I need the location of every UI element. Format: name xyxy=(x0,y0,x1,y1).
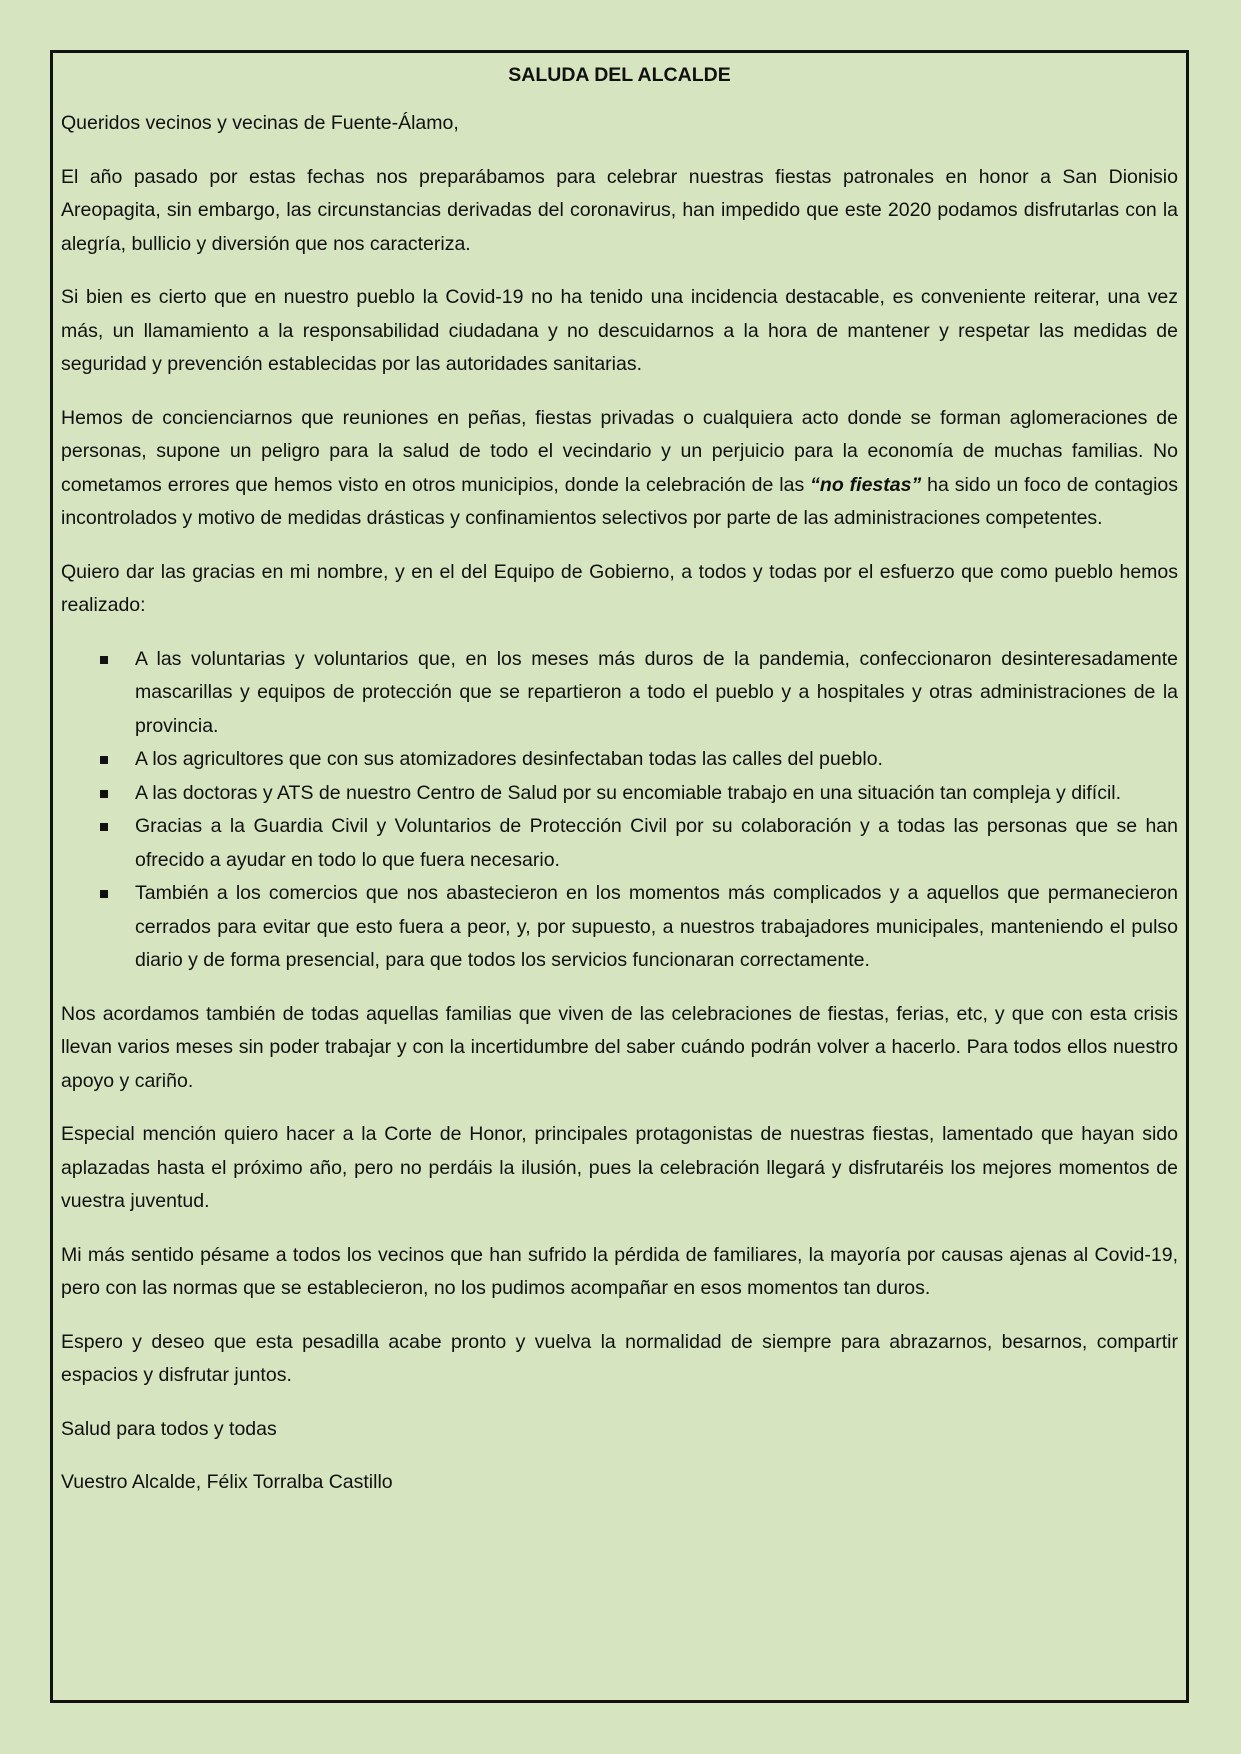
list-item-text: Gracias a la Guardia Civil y Voluntarios de Protección Civil por su colaboración y a todas las personas que se han ofrecido a ayudar en todo lo que fuera necesario. xyxy=(135,815,1178,871)
greeting: Queridos vecinos y vecinas de Fuente-Álamo, xyxy=(61,112,459,134)
thanks-list xyxy=(61,643,1178,978)
closing: Salud para todos y todas xyxy=(61,1417,277,1440)
square-bullet-icon xyxy=(100,656,108,664)
list-item xyxy=(135,743,1178,777)
paragraph-4: Quiero dar las gracias en mi nombre, y en el del Equipo de Gobierno, a todos y todas por el esfuerzo que como pueblo hemos realizado: xyxy=(61,560,1178,616)
list-item-text: A las voluntarias y voluntarios que, en los meses más duros de la pandemia, confeccionaron desinteresadamente mascarillas y equipos de protección que se repartieron a todo el pueblo y a hospitales y otras administraciones de la provincia. xyxy=(135,647,1178,737)
no-fiestas-emphasis: “no fiestas” xyxy=(810,473,922,496)
list-item xyxy=(135,643,1178,744)
paragraph-6: Especial mención quiero hacer a la Corte de Honor, principales protagonistas de nuestras fiestas, lamentado que hayan sido aplazadas hasta el próximo año, pero no perdáis la ilusión, pues la celebración llegará y disfrutaréis los mejores momentos de vuestra juventud. xyxy=(61,1123,1178,1212)
paragraph-7: Mi más sentido pésame a todos los vecinos que han sufrido la pérdida de familiares, la mayoría por causas ajenas al Covid-19, pero con las normas que se establecieron, no los pudimos acompañar en esos momentos tan duros. xyxy=(61,1243,1178,1299)
square-bullet-icon xyxy=(100,756,108,764)
list-item-text: A las doctoras y ATS de nuestro Centro de Salud por su encomiable trabajo en una situación tan compleja y difícil. xyxy=(135,781,1122,804)
paragraph-1: El año pasado por estas fechas nos preparábamos para celebrar nuestras fiestas patronales en honor a San Dionisio Areopagita, sin embargo, las circunstancias derivadas del coronavirus, han impedido que este 2020 podamos disfrutarlas con la alegría, bullicio y diversión que nos caracteriza. xyxy=(61,165,1178,255)
paragraph-3-text-after: ha sido un foco de contagios incontrolados y motivo de medidas drásticas y confinamientos selectivos por parte de las administraciones competentes. xyxy=(61,473,1178,529)
paragraph-2: Si bien es cierto que en nuestro pueblo la Covid-19 no ha tenido una incidencia destacable, es conveniente reiterar, una vez más, un llamamiento a la responsabilidad ciudadana y no descuidarnos a la hora de mantener y respetar las medidas de seguridad y prevención establecidas por las autoridades sanitarias. xyxy=(61,286,1178,375)
document-frame xyxy=(50,50,1189,1703)
list-item-text: A los agricultores que con sus atomizadores desinfectaban todas las calles del pueblo. xyxy=(135,748,883,770)
paragraph-3-text-before: Hemos de concienciarnos que reuniones en peñas, fiestas privadas o cualquiera acto donde se forman aglomeraciones de personas, supone un peligro para la salud de todo el vecindario y un perjuicio para la economía de muchas familias. No cometamos errores que hemos visto en otros municipios, donde la celebración de las xyxy=(61,406,1178,496)
list-item-text: También a los comercios que nos abastecieron en los momentos más complicados y a aquellos que permanecieron cerrados para evitar que esto fuera a peor, y, por supuesto, a nuestros trabajadores municipales, manteniendo el pulso diario y de forma presencial, para que todos los servicios funcionaran correctamente. xyxy=(135,882,1178,971)
list-item xyxy=(135,877,1178,978)
list-item xyxy=(135,777,1178,811)
signature: Vuestro Alcalde, Félix Torralba Castillo xyxy=(61,1471,393,1493)
list-item xyxy=(135,810,1178,877)
square-bullet-icon xyxy=(100,823,108,831)
document-title: SALUDA DEL ALCALDE xyxy=(508,64,731,86)
paragraph-5: Nos acordamos también de todas aquellas familias que viven de las celebraciones de fiestas, ferias, etc, y que con esta crisis llevan varios meses sin poder trabajar y con la incertidumbre del saber cuándo podrán volver a hacerlo. Para todos ellos nuestro apoyo y cariño. xyxy=(61,1002,1178,1092)
paragraph-3 xyxy=(61,402,1178,536)
paragraph-8: Espero y deseo que esta pesadilla acabe pronto y vuelva la normalidad de siempre para abrazarnos, besarnos, compartir espacios y disfrutar juntos. xyxy=(61,1330,1178,1386)
square-bullet-icon xyxy=(100,790,108,798)
square-bullet-icon xyxy=(100,890,108,898)
